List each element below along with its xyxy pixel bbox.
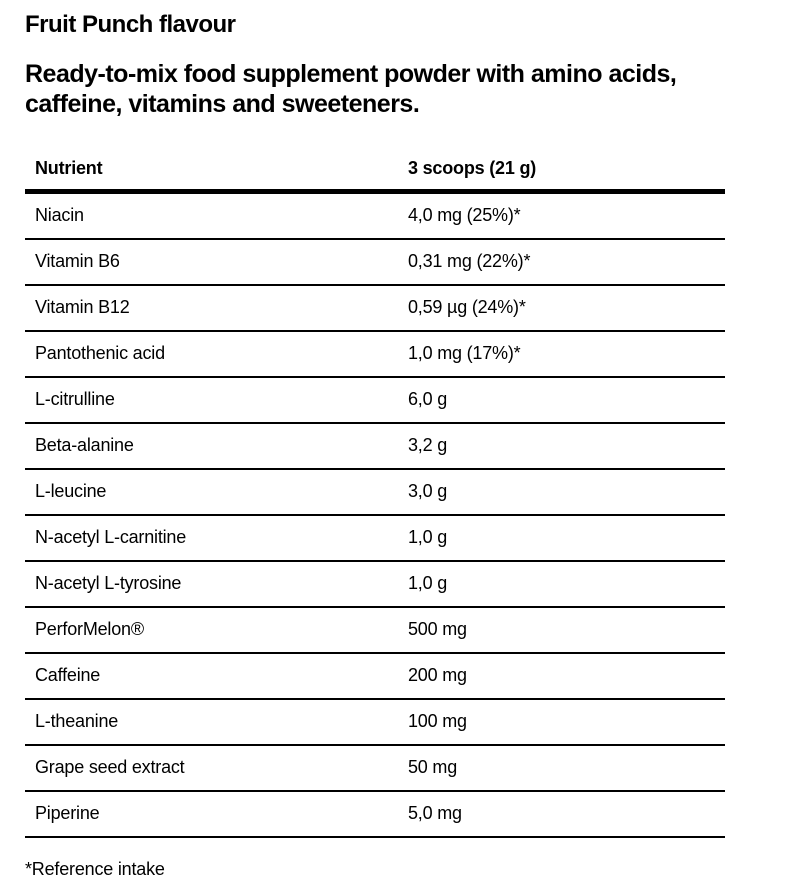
- nutrient-amount-cell: 3,0 g: [408, 481, 448, 502]
- nutrient-amount-cell: 6,0 g: [408, 389, 448, 410]
- nutrient-amount-cell: 0,59 µg (24%)*: [408, 297, 526, 318]
- table-row: [25, 562, 725, 608]
- nutrient-name-cell: N-acetyl L-tyrosine: [35, 573, 182, 594]
- nutrient-name-cell: Caffeine: [35, 665, 101, 686]
- nutrient-amount-cell: 0,31 mg (22%)*: [408, 251, 531, 272]
- table-row: [25, 470, 725, 516]
- nutrient-name-cell: L-citrulline: [35, 389, 115, 410]
- column-header-nutrient: Nutrient: [35, 157, 103, 178]
- table-row: [25, 286, 725, 332]
- page-subtitle: Ready-to-mix food supplement powder with amino acids, caffeine, vitamins and sweeteners.: [25, 59, 677, 119]
- nutrient-name-cell: Vitamin B6: [35, 251, 120, 272]
- nutrient-name-cell: L-theanine: [35, 711, 119, 732]
- table-row: [25, 424, 725, 470]
- table-row: [25, 332, 725, 378]
- nutrient-name-cell: L-leucine: [35, 481, 107, 502]
- table-row: [25, 700, 725, 746]
- page-title: Fruit Punch flavour: [25, 11, 236, 38]
- table-row: [25, 516, 725, 562]
- table-row: [25, 746, 725, 792]
- table-row: [25, 654, 725, 700]
- nutrient-amount-cell: 5,0 mg: [408, 803, 462, 824]
- table-body: [25, 194, 725, 838]
- nutrient-amount-cell: 50 mg: [408, 757, 458, 778]
- nutrient-amount-cell: 100 mg: [408, 711, 467, 732]
- column-header-serving: 3 scoops (21 g): [408, 157, 537, 178]
- nutrient-amount-cell: 1,0 g: [408, 573, 448, 594]
- nutrient-amount-cell: 200 mg: [408, 665, 467, 686]
- nutrient-name-cell: Beta-alanine: [35, 435, 134, 456]
- table-header-row: [25, 148, 725, 194]
- footnote: *Reference intake: [25, 858, 165, 879]
- nutrient-amount-cell: 500 mg: [408, 619, 467, 640]
- nutrient-name-cell: Niacin: [35, 205, 84, 226]
- nutrient-name-cell: PerforMelon®: [35, 619, 144, 640]
- table-row: [25, 240, 725, 286]
- table-row: [25, 378, 725, 424]
- nutrient-amount-cell: 1,0 g: [408, 527, 448, 548]
- nutrition-table: [25, 148, 725, 838]
- nutrient-amount-cell: 4,0 mg (25%)*: [408, 205, 521, 226]
- nutrient-name-cell: Pantothenic acid: [35, 343, 165, 364]
- nutrient-name-cell: Piperine: [35, 803, 100, 824]
- table-row: [25, 792, 725, 838]
- nutrient-amount-cell: 1,0 mg (17%)*: [408, 343, 521, 364]
- nutrient-name-cell: Grape seed extract: [35, 757, 185, 778]
- nutrient-name-cell: N-acetyl L-carnitine: [35, 527, 187, 548]
- table-row: [25, 608, 725, 654]
- table-row: [25, 194, 725, 240]
- nutrient-name-cell: Vitamin B12: [35, 297, 130, 318]
- nutrient-amount-cell: 3,2 g: [408, 435, 448, 456]
